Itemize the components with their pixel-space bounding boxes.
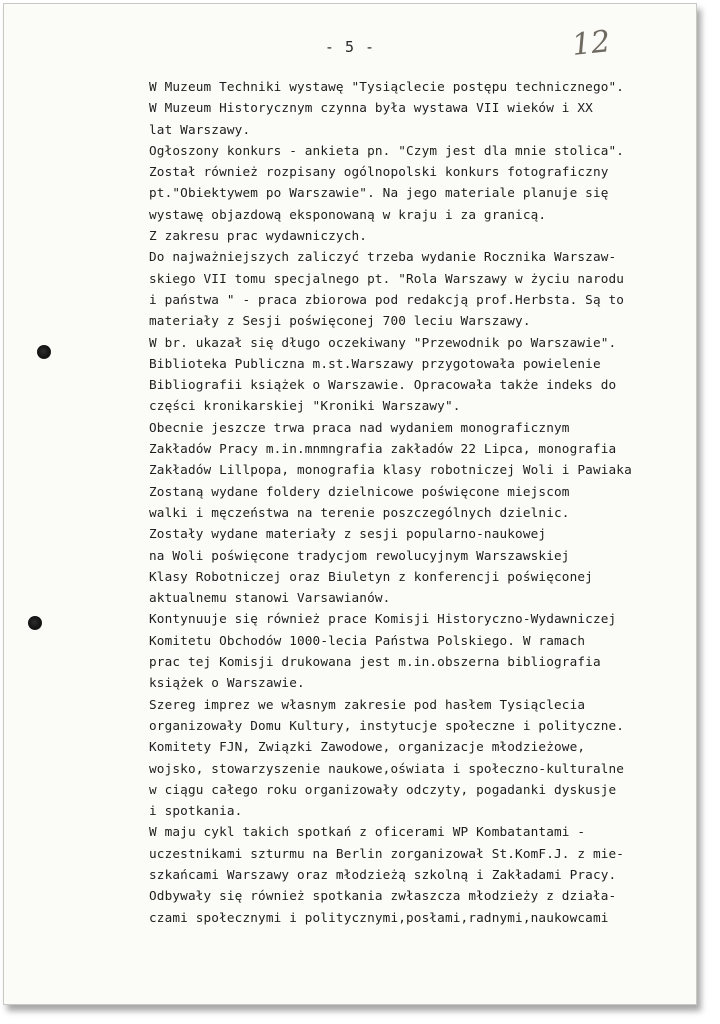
- text-line: Z zakresu prac wydawniczych.: [149, 228, 368, 244]
- text-line: materiały z Sesji poświęconej 700 leciu Warszawy.: [149, 313, 531, 329]
- text-line: W br. ukazał się długo oczekiwany "Przewodnik po Warszawie".: [149, 334, 617, 350]
- text-line: na Woli poświęcone tradycjom rewolucyjnym Warszawskiej: [149, 547, 570, 563]
- text-line: i państwa " - praca zbiorowa pod redakcją prof.Herbsta. Są to: [149, 291, 625, 307]
- text-line: prac tej Komisji drukowana jest m.in.obszerna bibliografia: [149, 654, 601, 670]
- text-line: szkańcami Warszawy oraz młodzieżą szkolną i Zakładami Pracy.: [149, 866, 617, 882]
- text-line: aktualnemu stanowi Varsawianów.: [149, 590, 391, 606]
- text-line: W maju cykl takich spotkań z oficerami WP Kombatantami -: [149, 824, 586, 840]
- text-line: czami społecznymi i politycznymi,posłami,radnymi,naukowcami: [149, 909, 609, 925]
- text-line: lat Warszawy.: [149, 121, 251, 137]
- punch-hole-icon: [28, 616, 42, 630]
- text-line: i spotkania.: [149, 803, 243, 819]
- text-line: skiego VII tomu specjalnego pt. "Rola Warszawy w życiu narodu: [149, 270, 625, 286]
- text-line: Komitety FJN, Związki Zawodowe, organizacje młodzieżowe,: [149, 739, 586, 755]
- punch-hole-icon: [37, 345, 51, 359]
- text-line: wystawę objazdową eksponowaną w kraju i za granicą.: [149, 206, 547, 222]
- text-line: Odbywały się również spotkania zwłaszcza młodzieży z działa-: [149, 888, 617, 904]
- text-line: Komitetu Obchodów 1000-lecia Państwa Polskiego. W ramach: [149, 632, 586, 648]
- text-line: Zostały wydane materiały z sesji popularno-naukowej: [149, 526, 547, 542]
- text-line: W Muzeum Techniki wystawę "Tysiąclecie postępu technicznego".: [149, 79, 625, 94]
- text-line: W Muzeum Historycznym czynna była wystawa VII wieków i XX: [149, 100, 593, 116]
- text-line: Kontynuuje się również prace Komisji Historyczno-Wydawniczej: [149, 611, 617, 627]
- text-line: Do najważniejszych zaliczyć trzeba wydanie Rocznika Warszaw-: [149, 249, 617, 265]
- text-line: wojsko, stowarzyszenie naukowe,oświata i społeczno-kulturalne: [149, 760, 625, 776]
- typewritten-body-text: [149, 76, 632, 928]
- text-line: części kronikarskiej "Kroniki Warszawy".: [149, 398, 461, 414]
- text-line: pt."Obiektywem po Warszawie". Na jego materiale planuje się: [149, 185, 609, 201]
- text-line: w ciągu całego roku organizowały odczyty, pogadanki dyskusje: [149, 781, 617, 797]
- text-line: walki i męczeństwa na terenie poszczególnych dzielnic.: [149, 504, 570, 520]
- page-number: - 5 -: [324, 38, 376, 56]
- text-line: Zostaną wydane foldery dzielnicowe poświęcone miejscom: [149, 483, 570, 499]
- text-line: Biblioteka Publiczna m.st.Warszawy przygotowała powielenie: [149, 355, 601, 371]
- text-line: Zakładów Lillpopa, monografia klasy robotniczej Woli i Pawiaka: [149, 462, 632, 478]
- handwritten-archive-number: 12: [570, 24, 612, 63]
- text-line: uczestnikami szturmu na Berlin zorganizował St.KomF.J. z mie-: [149, 845, 625, 861]
- text-line: Obecnie jeszcze trwa praca nad wydaniem monograficznym: [149, 419, 570, 435]
- text-line: Klasy Robotniczej oraz Biuletyn z konferencji poświęconej: [149, 568, 593, 584]
- text-line: Został również rozpisany ogólnopolski konkurs fotograficzny: [149, 164, 609, 180]
- document-page: [3, 3, 697, 1005]
- text-line: książek o Warszawie.: [149, 675, 305, 691]
- text-line: Zakładów Pracy m.in.mnmngrafia zakładów 22 Lipca, monografia: [149, 441, 617, 457]
- text-line: Ogłoszony konkurs - ankieta pn. "Czym jest dla mnie stolica".: [149, 142, 625, 158]
- text-line: organizowały Domu Kultury, instytucje społeczne i polityczne.: [149, 717, 625, 733]
- text-line: Szereg imprez we własnym zakresie pod hasłem Tysiąclecia: [149, 696, 586, 712]
- text-line: Bibliografii książek o Warszawie. Opracowała także indeks do: [149, 377, 617, 393]
